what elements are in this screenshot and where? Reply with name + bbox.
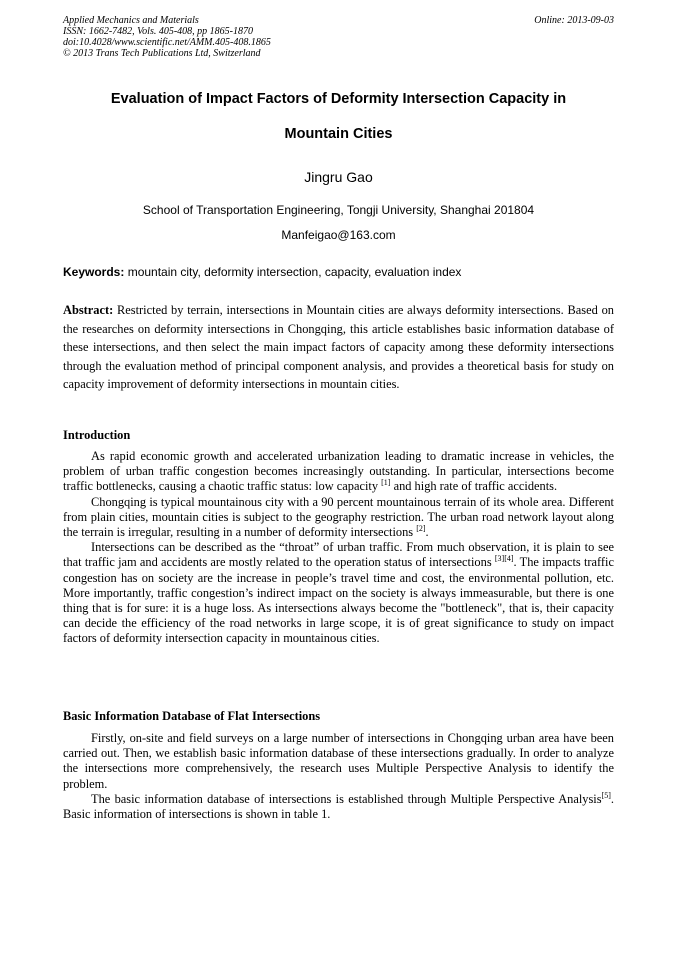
paragraph-text: As rapid economic growth and accelerated urbanization leading to dramatic increase in vehicles, the problem of urban traffic congestion becomes increasingly outstanding. In particular, intersections become traffic bottlenecks, causing a chaotic traffic status: low capacity [63, 449, 614, 494]
paragraph-text: . Basic information of intersections is shown in table 1. [63, 791, 614, 822]
paragraph [63, 449, 614, 495]
keywords-text: mountain city, deformity intersection, capacity, evaluation index [124, 265, 462, 279]
section-heading-introduction: Introduction [63, 428, 131, 442]
author-affiliation: School of Transportation Engineering, Tongji University, Shanghai 201804 [142, 203, 535, 217]
keywords [63, 265, 614, 279]
paragraph [63, 495, 614, 541]
issn-line: ISSN: 1662-7482, Vols. 405-408, pp 1865-1870 [63, 26, 253, 37]
paragraph [63, 540, 614, 646]
citation: [3][4] [494, 554, 514, 564]
paper-title-line2: Mountain Cities [284, 126, 393, 142]
paragraph-text: and high rate of traffic accidents. [390, 479, 558, 494]
journal-header [63, 15, 271, 59]
paper-title-line1: Evaluation of Impact Factors of Deformity Intersection Capacity in [110, 91, 567, 107]
paragraph-text: . The impacts traffic congestion has on society are the increase in people’s travel time and cost, the environmental pollution, etc. More importantly, traffic congestion’s indirect impact on the society is always immeasurable, but there is one thing that is for sure: it is a huge loss. As intersections always become the "bottleneck", that is, their capacity can decide the efficiency of the road networks in large scope, it is of great significance to study on impact factors of deformity intersection capacity in mountainous cities. [63, 555, 614, 646]
paragraph-text: Intersections can be described as the “throat” of urban traffic. From much observation, it is plain to see that traffic jam and accidents are mostly related to the operation status of intersections [63, 540, 614, 570]
abstract [63, 301, 614, 394]
author-email: Manfeigao@163.com [281, 228, 396, 242]
author-name: Jingru Gao [304, 169, 373, 185]
journal-name: Applied Mechanics and Materials [63, 15, 199, 26]
citation: [2] [416, 524, 426, 534]
paragraph-text: . [425, 525, 429, 540]
paragraph-text: Chongqing is typical mountainous city with a 90 percent mountainous terrain of its whole area. Different from plain cities, mountain cities is subject to the geography restriction. The urban road network layout along the terrain is irregular, resulting in a number of deformity intersections [63, 494, 614, 540]
section-heading-basic-information: Basic Information Database of Flat Intersections [63, 709, 321, 723]
basic-information-section [63, 731, 614, 822]
citation: [5] [601, 790, 611, 800]
abstract-label: Abstract: [63, 303, 114, 317]
paragraph: Firstly, on-site and field surveys on a large number of intersections in Chongqing urban area have been carried out. Then, we establish basic information database of these intersections gradually. In order to analyze the intersections more comprehensively, the research uses Multiple Perspective Analysis to identify the problem. [63, 731, 614, 791]
copyright-line: © 2013 Trans Tech Publications Ltd, Switzerland [63, 48, 261, 59]
keywords-label: Keywords: [63, 265, 125, 279]
abstract-text: Restricted by terrain, intersections in Mountain cities are always deformity intersections. Based on the researches on deformity intersections in Chongqing, this article establishes basic information database of these intersections, and then select the main impact factors of capacity among these deformity intersections through the evaluation method of principal component analysis, and provides a theoretical basis for study on capacity improvement of deformity intersections in mountain cities. [63, 303, 614, 392]
doi-line: doi:10.4028/www.scientific.net/AMM.405-408.1865 [63, 37, 271, 48]
online-date: Online: 2013-09-03 [534, 15, 614, 26]
paragraph [63, 792, 614, 822]
citation: [1] [381, 478, 391, 488]
paragraph-text: The basic information database of intersections is established through Multiple Perspective Analysis [91, 791, 602, 806]
introduction-section [63, 449, 614, 647]
